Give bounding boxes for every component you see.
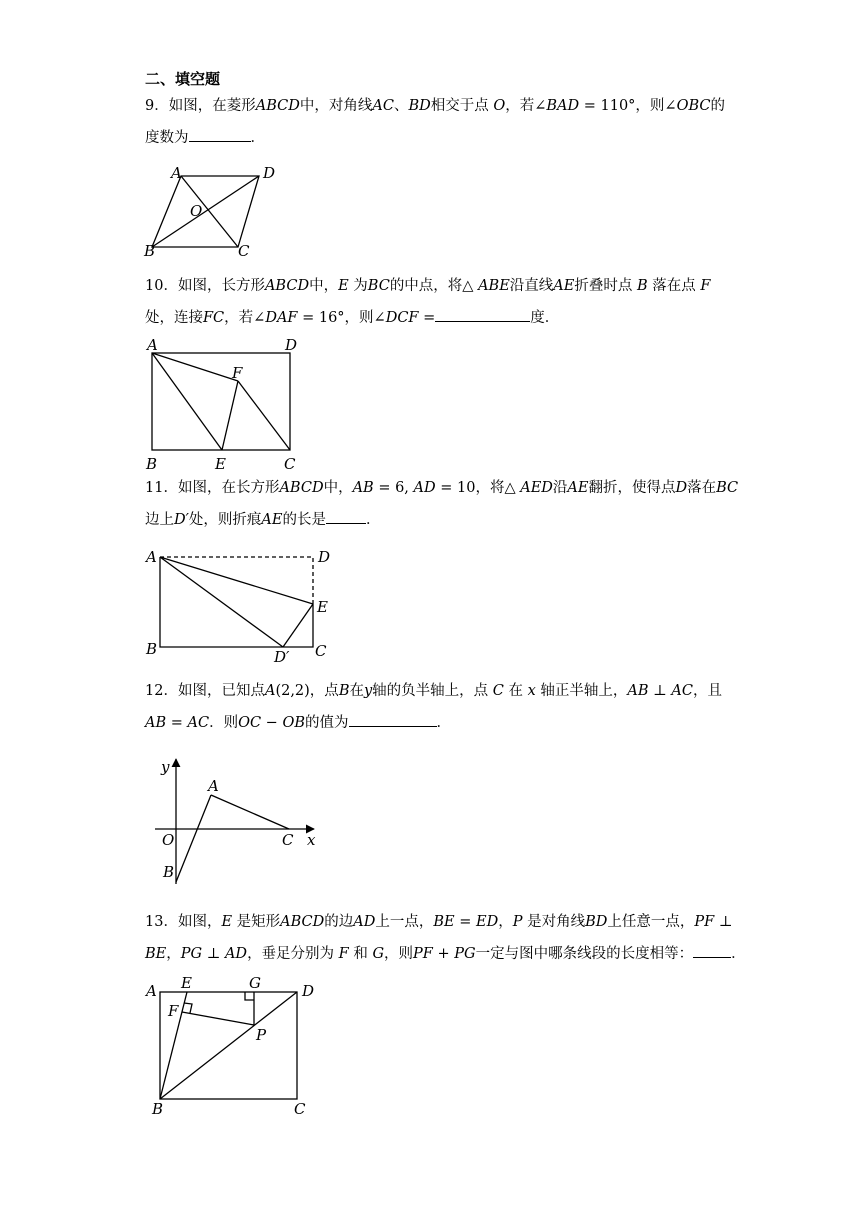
answer-blank-12[interactable] [349,712,437,727]
label-A: A [147,336,158,354]
question-9 [145,90,725,154]
figure-rectangle-perpendiculars [140,970,330,1120]
figure-rectangle-fold [140,330,310,475]
answer-blank-9[interactable] [189,127,251,142]
label-O: O [162,831,175,849]
question-13 [145,906,746,970]
label-B: B [144,242,156,260]
question-13-line-2: BE，PG ⊥ AD，垂足分别为 F 和 G，则PF + PG一定与图中哪条线段的长度相等： ． [145,938,725,970]
label-D: D [318,548,331,566]
label-D: D [302,982,315,1000]
answer-blank-13[interactable] [693,943,731,958]
question-10-line-2: 处，连接FC，若∠DAF = 16°，则∠DCF = 度． [145,302,725,334]
label-C: C [284,455,296,473]
label-A: A [146,982,157,1000]
question-10 [145,270,725,334]
label-A: A [146,548,157,566]
label-E: E [181,974,192,992]
label-x: x [307,831,316,849]
label-y: y [161,758,170,776]
label-C: C [294,1100,306,1118]
question-9-line-1: 9．如图，在菱形ABCD中，对角线AC、BD相交于点 O，若∠BAD = 110°，则∠OBC的 [145,98,726,114]
label-P: P [256,1026,267,1044]
question-13-line-1: 13．如图，E 是矩形ABCD的边AD上一点，BE = ED，P 是对角线BD上任意一点，PF ⊥ [145,914,733,930]
label-D-prime: D′ [274,648,290,665]
question-11-line-2: 边上D′处，则折痕AE的长是 ． [145,504,725,536]
label-B: B [146,455,158,473]
question-11 [145,472,739,536]
question-12-line-1: 12．如图，已知点A(2,2)，点B在y轴的负半轴上，点 C 在 x 轴正半轴上，AB ⊥ AC，且 [145,683,722,699]
label-C: C [282,831,294,849]
label-B: B [163,863,175,881]
label-O: O [190,202,203,220]
label-F: F [232,364,243,382]
label-E: E [317,598,328,616]
label-G: G [249,974,261,992]
label-B: B [146,640,158,658]
label-F: F [168,1002,179,1020]
figure-coordinate-plane [140,750,330,885]
label-B: B [152,1100,164,1118]
figure-rhombus [140,160,290,260]
label-C: C [238,242,250,260]
question-11-line-1: 11．如图，在长方形ABCD中，AB = 6, AD = 10，将△ AED沿AE翻折，使得点D落在BC [145,480,739,496]
section-title: 二、填空题 [145,70,221,88]
label-E: E [215,455,226,473]
label-C: C [315,642,327,660]
answer-blank-10[interactable] [435,307,530,322]
label-D: D [263,164,276,182]
question-12 [145,675,725,739]
label-A: A [171,164,182,182]
figure-rectangle-fold-2 [140,540,340,665]
question-9-line-2: 度数为 ． [145,122,725,154]
question-12-line-2: AB = AC．则OC − OB的值为 ． [145,707,725,739]
answer-blank-11[interactable] [326,509,366,524]
question-10-line-1: 10．如图，长方形ABCD中，E 为BC的中点，将△ ABE沿直线AE折叠时点 B 落在点 F [145,278,711,294]
label-A: A [208,777,219,795]
label-D: D [285,336,298,354]
